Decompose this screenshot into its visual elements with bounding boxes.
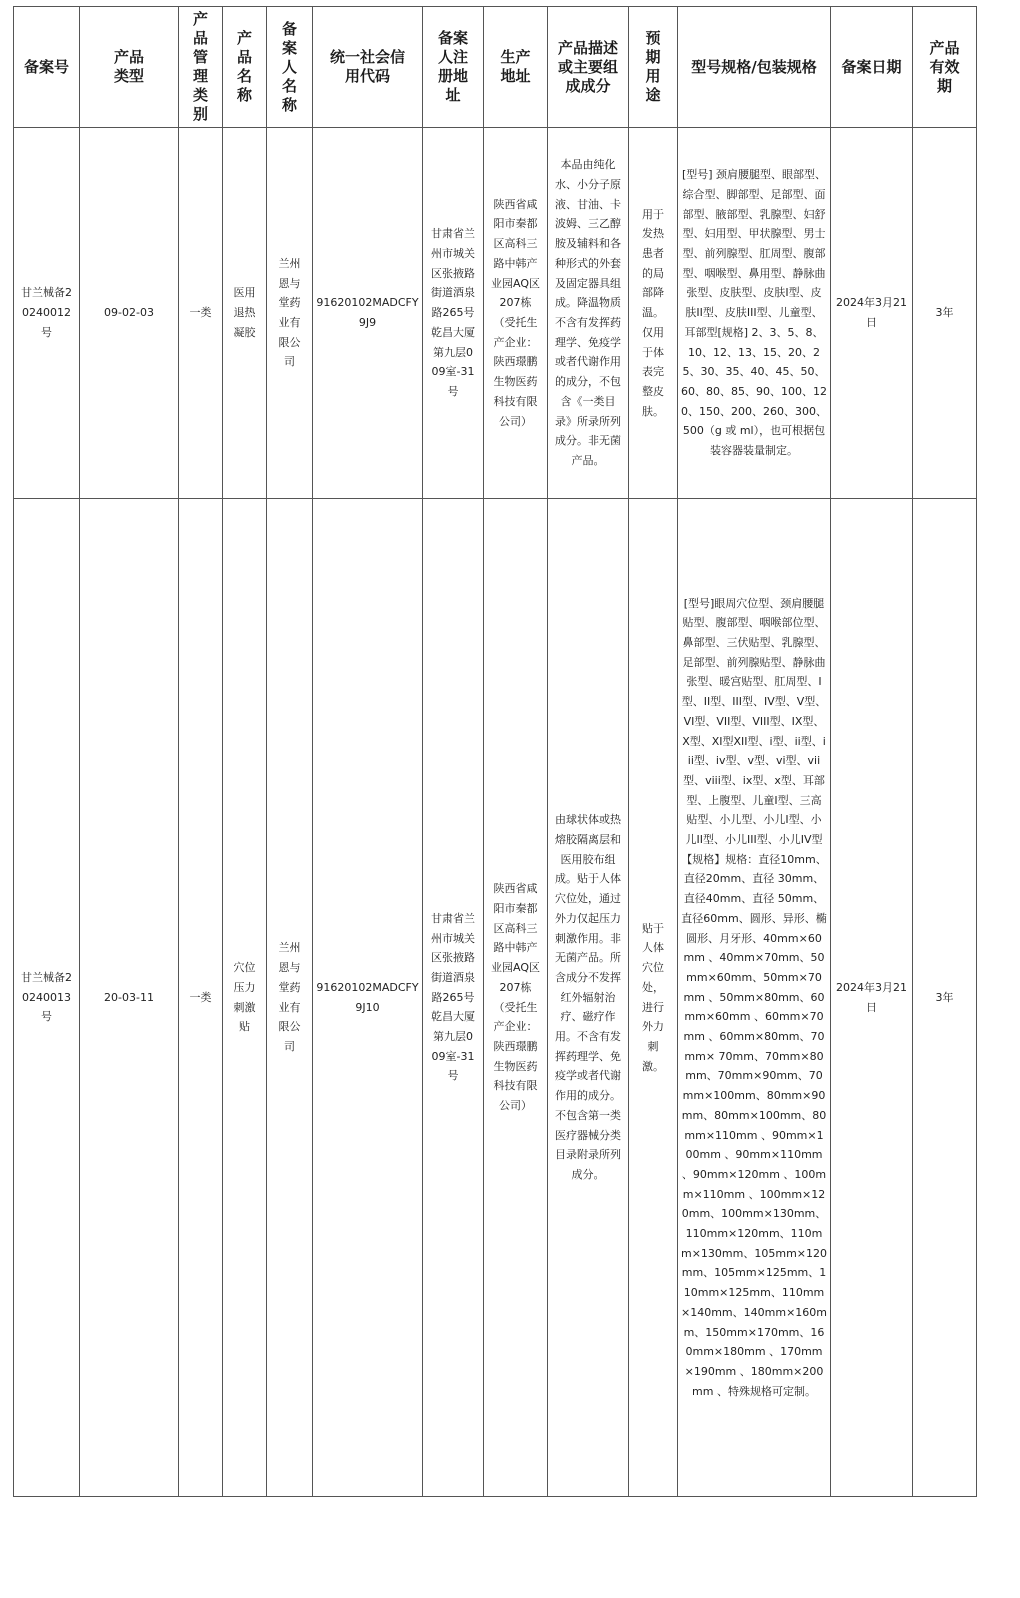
header-record-no: 备案号 <box>14 7 80 128</box>
spec-text: [型号] 颈肩腰腿型、眼部型、综合型、脚部型、足部型、面部型、腋部型、乳腺型、妇舒型、妇用型、甲状腺型、男士型、前列腺型、肛周型、腹部型、咽喉型、鼻用型、静脉曲张型、皮肤型、皮肤I型、皮肤II型、皮肤III型、儿童型、耳部型[规格] 2、3、5、8、10、12、13、15、20、25、30、35、40、45、50、60、80、85、90、100、120、150、200、260、300、500（g 或 ml），也可根据包装容器装量制定。 <box>681 168 827 458</box>
cell-product-name: 医用退热凝胶 <box>223 128 267 499</box>
cell-intended-use: 贴于人体穴位处，进行外力刺激。 <box>629 499 678 1497</box>
cell-spec <box>678 128 831 499</box>
filing-table <box>13 6 977 1497</box>
cell-registrant: 兰州恩与堂药业有限公司 <box>267 128 313 499</box>
cell-product-name: 穴位压力刺激贴 <box>223 499 267 1497</box>
cell-record-no: 甘兰械备20240012号 <box>14 128 80 499</box>
cell-product-type: 20-03-11 <box>80 499 179 1497</box>
spec-text: [型号]眼周穴位型、颈肩腰腿贴型、腹部型、咽喉部位型、鼻部型、三伏贴型、乳腺型、足部型、前列腺贴型、静脉曲张型、暖宫贴型、肛周型、I型、II型、III型、IV型、V型、VI型、VII型、VIII型、IX型、X型、XI型XII型、i型、ii型、iii型、iv型、v型、vi型、vii型、viii型、ix型、x型、耳部型、上腹型、儿童I型、三高贴型、小儿型、小儿I型、小儿II型、小儿III型、小儿IV型【规格】规格：直径10mm、直径20mm、直径 30mm、直径40mm、直径 50mm、直径60mm、圆形、异形、椭圆形、月牙形、40mm×60mm 、40mm×70mm、50mm×60mm、50mm×70mm 、50mm×80mm、60mm×60mm 、60mm×70mm 、60mm×80mm、70mm× 70mm、70mm×80mm、70mm×90mm、70mm×100mm、80mm×90mm、80mm×100mm、80mm×110mm 、90mm×100mm 、90mm×110mm 、90mm×120mm 、100mm×110mm 、100mm×120mm、100mm×130mm、110mm×120mm、110mm×130mm、105mm×120mm、105mm×125mm、110mm×125mm、110mm×140mm、140mm×160mm、150mm×170mm、160mm×180mm 、170mm×190mm 、180mm×200mm 、特殊规格可定制。 <box>681 596 827 1398</box>
cell-reg-address: 甘肃省兰州市城关区张掖路街道酒泉路265号乾昌大厦第九层009室-31号 <box>423 128 484 499</box>
cell-validity: 3年 <box>913 128 977 499</box>
cell-registrant: 兰州恩与堂药业有限公司 <box>267 499 313 1497</box>
header-mgmt-class: 产品管理类别 <box>179 7 223 128</box>
header-record-date: 备案日期 <box>831 7 913 128</box>
table-row <box>14 128 977 499</box>
cell-prod-address: 陕西省咸阳市秦都区高科三路中韩产业园AQ区207栋（受托生产企业：陕西璟鹏生物医药科技有限公司） <box>484 499 548 1497</box>
header-validity: 产品有效期 <box>913 7 977 128</box>
cell-mgmt-class: 一类 <box>179 128 223 499</box>
header-product-name: 产品名称 <box>223 7 267 128</box>
cell-validity: 3年 <box>913 499 977 1497</box>
header-credit-code: 统一社会信用代码 <box>313 7 423 128</box>
header-reg-address: 备案人注册地址 <box>423 7 484 128</box>
cell-credit-code: 91620102MADCFY9J9 <box>313 128 423 499</box>
cell-prod-address: 陕西省咸阳市秦都区高科三路中韩产业园AQ区207栋（受托生产企业：陕西璟鹏生物医药科技有限公司） <box>484 128 548 499</box>
header-prod-address: 生产地址 <box>484 7 548 128</box>
cell-description: 本品由纯化水、小分子原液、甘油、卡波姆、三乙醇胺及辅料和各种形式的外套及固定器具组成。降温物质不含有发挥药理学、免疫学或者代谢作用的成分，不包含《一类目录》所录所列成分。非无菌产品。 <box>548 128 629 499</box>
table-row <box>14 499 977 1497</box>
header-description: 产品描述或主要组成成分 <box>548 7 629 128</box>
cell-description: 由球状体或热熔胶隔离层和医用胶布组成。贴于人体穴位处，通过外力仅起压力刺激作用。非无菌产品。所含成分不发挥红外辐射治疗、磁疗作用。不含有发挥药理学、免疫学或者代谢作用的成分。不包含第一类医疗器械分类目录附录所列成分。 <box>548 499 629 1497</box>
header-registrant: 备案人名称 <box>267 7 313 128</box>
cell-record-date: 2024年3月21日 <box>831 128 913 499</box>
cell-product-type: 09-02-03 <box>80 128 179 499</box>
cell-reg-address: 甘肃省兰州市城关区张掖路街道酒泉路265号乾昌大厦第九层009室-31号 <box>423 499 484 1497</box>
header-product-type: 产品类型 <box>80 7 179 128</box>
cell-credit-code: 91620102MADCFY9J10 <box>313 499 423 1497</box>
cell-record-date: 2024年3月21日 <box>831 499 913 1497</box>
header-spec: 型号规格/包装规格 <box>678 7 831 128</box>
cell-record-no: 甘兰械备20240013号 <box>14 499 80 1497</box>
cell-spec <box>678 499 831 1497</box>
cell-intended-use: 用于发热患者的局部降温。仅用于体表完整皮肤。 <box>629 128 678 499</box>
cell-mgmt-class: 一类 <box>179 499 223 1497</box>
header-row <box>14 7 977 128</box>
header-intended-use: 预期用途 <box>629 7 678 128</box>
